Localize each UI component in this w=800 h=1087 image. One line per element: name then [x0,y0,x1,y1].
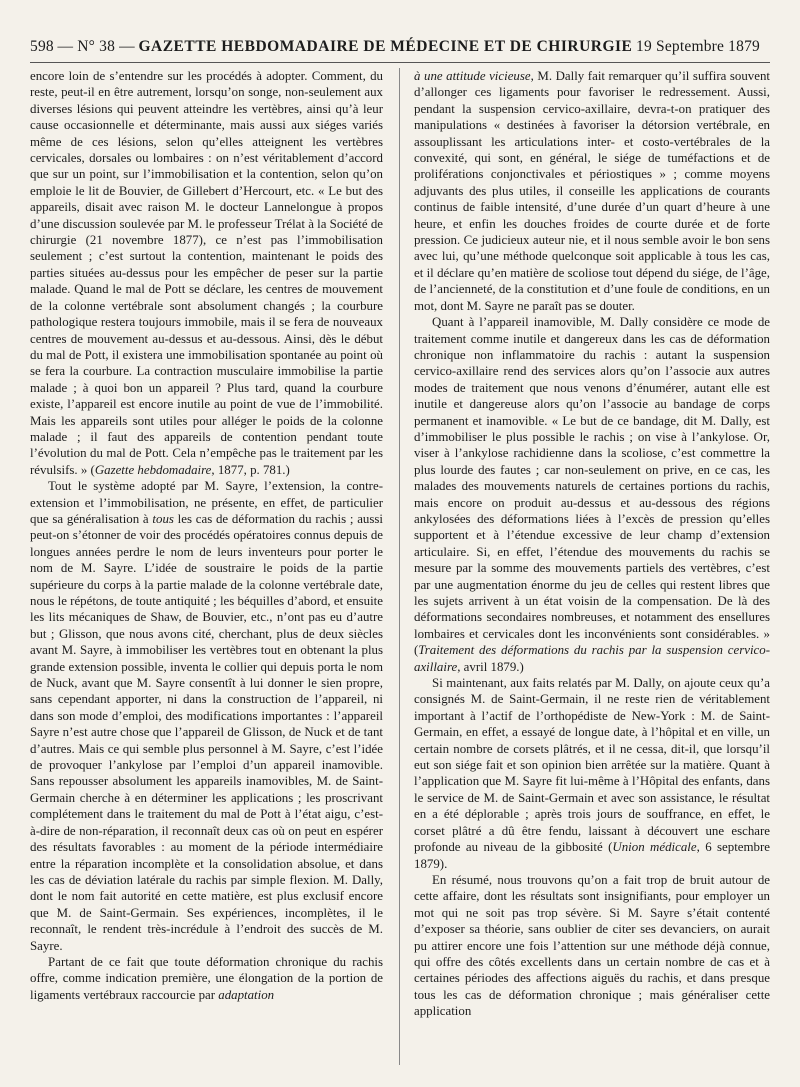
paragraph [414,314,770,675]
paragraph [30,68,383,478]
running-header [30,38,760,60]
italic-citation: à une attitude vicieuse [414,69,531,83]
text-run: , M. Dally fait remarquer qu’il suffira souvent d’allonger ces ligaments pour favoriser le redressement. Aussi, pendant la suspension cervico-axillaire, devra-t-on pratiquer des manipulations « destinées à favoriser la détorsion vertébrale, en assouplissant les articulations inter- et costo-vertébrales de la convexité, qui sont, en général, le siége de tuméfactions et de proliférations conjonctivales et périostiques » ; comme moyens adjuvants des plus utiles, il conseille les applications de courants continus de faible intensité, d’une durée d’un quart d’heure à une heure, et enfin les douches froides de courte durée et de forte pression. Ce judicieux auteur nie, et il nous semble avoir le bon sens avec lui, qu’une méthode quelconque soit applicable à tous les cas, et il déclare qu’en matière de scoliose tout dépend du siége, de l’âge, de l’ancienneté, de la constitution et d’une foule de conditions, en un mot, dont M. Sayre ne paraît pas se douter. [414,69,770,313]
text-run: Quant à l’appareil inamovible, M. Dally considère ce mode de traitement comme inutile et dangereux dans les cas de déformation chronique non inflammatoire du rachis : autant la suspension cervico-axillaire rend des services alors qu’on l’associe aux autres modes de traitement que nous venons d’énumérer, autant elle est inutile et dangereuse alors qu’on l’associe au bandage de corps permanent et inamovible. « Le but de ce bandage, dit M. Dally, est d’immobiliser le plus possible le rachis ; on vise à l’ankylose. Or, viser à l’ankylose rachidienne dans la scoliose, c’est commettre la plus lourde des fautes ; car non-seulement on prive, en ce cas, les malades des mouvements naturels de certaines portions du rachis, mais encore on produit au-dessus et au-dessous des régions ankylosées des déformations liées à l’excès de pression qu’elles supportent et à l’étendue excessive de leur champ d’extension articulaire. Si, en effet, l’étendue des mouvements du rachis se mesure par la somme des mouvements partiels des vertèbres, c’est par une augmentation énorme du jeu de celles qui restent libres que les sujets arrivent à un état voisin de la compensation. De là des déformations secondaires nombreuses, et notamment des ensellures lombaires et cervicales dont les inconvénients sont considérables. » ( [414,315,770,658]
italic-citation: adaptation [218,987,275,1002]
text-run: les cas de déformation du rachis ; aussi peut-on s’étonner de voir des procédés opératoires connus depuis de longues années perdre le nom de leurs inventeurs pour porter le nom de M. Sayre. L’idée de soustraire le poids de la partie supérieure du corps à la partie malade de la colonne vertébrale date, nous le répétons, de toute antiquité ; les béquilles d’abord, et ensuite les lits mécaniques de Shaw, de Bouvier, etc., n’ont pas eu d’autre but ; Glisson, que nous avons cité, cherchant, plus de deux siècles avant M. Sayre, à immobiliser les vertèbres tout en obtenant la plus grande extension possible, inventa le collier qui depuis porta le nom de Nuck, avant que M. Sayre consentît à lui donner le sien propre, sans cependant apporter, ni dans la construction de l’appareil, ni dans son mode d’emploi, des modifications importantes : l’appareil Sayre n’est autre chose que l’appareil de Glisson, de Nuck et de tant d’autres. Mais ce qui semble plus personnel à M. Sayre, c’est l’idée de provoquer l’ankylose par l’emploi d’un appareil inamovible. Sans repousser absolument les appareils inamovibles, M. de Saint-Germain cherche à en déterminer les applications ; les proscrivant complétement dans le traitement du mal de Pott à l’état aigu, c’est-à-dire de non-réparation, il reconnaît deux cas où on peut en espérer des résultats favorables : au moment de la période intermédiaire entre la réparation incomplète et la consolidation absolue, et dans les cas de déviation latérale du rachis par simple flexion. M. Dally, dont le nom fait autorité en cette matière, est plus exclusif encore que M. de Saint-Germain. Ses expériences, incomplètes, il le reconnaît, le rendent très-incrédule à l’endroit des succès de M. Sayre. [30,511,383,953]
left-column [30,68,383,1069]
italic-citation: Traitement des déformations du rachis par la suspension cervico-axillaire [414,643,770,674]
text-run: Si maintenant, aux faits relatés par M. Dally, on ajoute ceux qu’a consignés M. de Saint-Germain, il ne reste rien de véritablement important à l’actif de l’orthopédiste de New-York : M. de Saint-Germain, en effet, a essayé de longue date, à l’hôpital et en ville, un certain nombre de corsets plâtrés, et il ne cessa, dit-il, que lorsqu’il eut son siége fait et son opinion bien arrêtée sur la matière. Quant à l’application que M. Sayre fit lui-même à l’Hôpital des enfants, dans le service de M. de Saint-Germain et avec son assistance, le résultat en a été déplorable ; après trois jours de souffrance, en effet, le corset plâtré a dû être fendu, laissant à découvert une eschare profonde au niveau de la gibbosité ( [414,676,770,855]
paragraph [414,872,770,1020]
issue-number: — N° 38 — [57,38,135,55]
text-run: En résumé, nous trouvons qu’on a fait trop de bruit autour de cette affaire, dont les résultats sont insignifiants, pour employer un mot qui ne soit pas trop sévère. Si M. Sayre s’était contenté d’exposer sa théorie, sans oublier de citer ses devanciers, on aurait pu attirer encore une fois l’attention sur une méthode déjà connue, qui offre des côtés excellents dans un certain nombre de cas et à certaines périodes des affections aiguës du rachis, et dans presque tous les cas de déformation chronique ; mais généraliser cette application [414,872,770,1019]
text-run: encore loin de s’entendre sur les procédés à adopter. Comment, du reste, peut-il en être autrement, lorsqu’on songe, non-seulement aux diverses lésions qui peuvent atteindre les vertèbres, ainsi qu’à leur cause occasionnelle et déterminante, mais aussi aux siéges variés même de ces lésions, selon qu’elles atteignent les vertèbres cervicales, dorsales ou lombaires : on n’est véritablement d’accord que sur un point, sur l’immobilisation et la contention, selon qu’on emploie le lit de Bouvier, de Gillebert d’Hercourt, etc. « Le but des appareils, disait avec raison M. le docteur Lannelongue à propos d’une discussion soulevée par M. le professeur Trélat à la Société de chirurgie (21 novembre 1877), ce n’est pas l’immobilisation seulement ; c’est surtout la contention, maintenant le poids des parties situées au-dessus pour les empêcher de peser sur la partie malade. Quand le mal de Pott se déclare, les centres de mouvement de la colonne vertébrale sont absolument changés ; la courbure pathologique restera toujours immobile, mais il se fera de nouveaux centres de mouvement au-dessus et au-dessous. Ainsi, dès le début du mal de Pott, il existera une immobilisation spontanée au point où se fera la courbure. La contraction musculaire immobilise la partie malade ; à quoi bon un appareil ? Plus tard, quand la courbure existe, l’appareil est encore inutile au point de vue de l’immobilité. Mais les appareils sont utiles pour alléger le poids de la colonne malade ; il faut des appareils de contention pendant toute l’évolution du mal de Pott. Cela n’empêche pas le traitement par les révulsifs. » ( [30,69,383,477]
paragraph [30,478,383,954]
italic-citation: tous [152,511,174,526]
italic-citation: Union médicale [612,840,697,855]
issue-date: 19 Septembre 1879 [636,38,760,55]
right-column [414,68,770,1069]
page-number: 598 [30,38,54,55]
column-divider [399,68,400,1065]
article-columns [30,68,770,1069]
text-run: Partant de ce fait que toute déformation chronique du rachis offre, comme indication première, une élongation de la portion de ligaments vertébraux raccourcie par [30,954,383,1002]
text-run: , avril 1879.) [457,659,524,674]
text-run: Tout le système adopté par M. Sayre, l’extension, la contre-extension et l’immobilisation, ne présente, en effet, de particulier que sa généralisation à [30,479,383,526]
text-run: , 6 septembre 1879). [414,840,770,871]
journal-title: GAZETTE HEBDOMADAIRE DE MÉDECINE ET DE CHIRURGIE [138,38,633,55]
header-rule [30,62,770,63]
paragraph [414,68,770,314]
italic-citation: Gazette hebdomadaire [94,462,212,477]
paragraph [414,675,770,872]
text-run: , 1877, p. 781.) [211,462,290,477]
paragraph [30,954,383,1003]
